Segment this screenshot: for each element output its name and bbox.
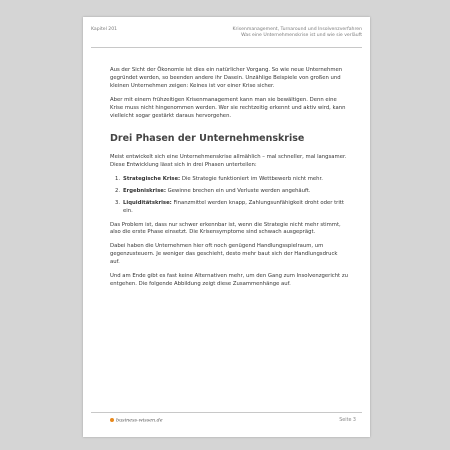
logo-dot-icon (110, 418, 114, 422)
body-paragraph-5: Und am Ende gibt es fast keine Alternativen mehr, um den Gang zum Insolvenzgericht zu entgehen. Die folgende Abbildung zeigt diese Zusammenhänge auf. (110, 273, 348, 288)
list-item (110, 176, 348, 184)
header-title-line2: Was eine Unternehmenskrise ist und wie sie verläuft (241, 32, 362, 38)
list-item-number: 2. (115, 187, 121, 194)
list-item (110, 200, 348, 216)
brand-logo (110, 418, 163, 424)
intro-paragraph-2: Aber mit einem frühzeitigen Krisenmanagement kann man sie bewältigen. Denn eine Krise muss nicht hingenommen werden. Wer sie rechtzeitig erkennt und aktiv wird, kann vielleicht sogar gestärkt daraus hervorgehen. (110, 96, 346, 119)
intro-paragraph-1: Aus der Sicht der Ökonomie ist dies ein natürlicher Vorgang. So wie neue Unternehmen gegründet werden, so beenden andere ihr Dasein. Unzählige Beispiele von großen und kleinen Unternehmen zeigen: Keines ist vor einer Krise sicher. (110, 67, 343, 89)
list-item-term: Liquiditätskrise: (123, 199, 172, 206)
brand-logo-text: business-wissen.de (116, 418, 163, 424)
section-heading: Drei Phasen der Unternehmenskrise (110, 132, 305, 144)
page-body (110, 67, 348, 295)
header-title (233, 27, 362, 38)
list-item-number: 1. (115, 175, 121, 182)
section-lead-paragraph: Meist entwickelt sich eine Unternehmenskrise allmählich – mal schneller, mal langsamer. Diese Entwicklung lässt sich in drei Phasen unterteilen: (110, 153, 347, 168)
phase-list (110, 176, 348, 216)
list-item-term: Strategische Krise: (123, 175, 181, 182)
page-number: Seite 3 (339, 418, 356, 423)
page-header (91, 25, 362, 48)
list-item-text: Finanzmittel werden knapp, Zahlungsunfähigkeit droht oder tritt ein. (123, 199, 344, 214)
document-page (83, 17, 370, 437)
list-item-text: Gewinne brechen ein und Verluste werden angehäuft. (165, 187, 311, 194)
list-item (110, 188, 348, 196)
header-title-line1: Krisenmanagement, Turnaround und Insolvenzverfahren (232, 27, 362, 32)
list-item-term: Ergebniskrise: (123, 187, 166, 194)
chapter-label: Kapitel 201 (91, 27, 118, 32)
list-item-number: 3. (115, 199, 121, 206)
body-paragraph-4: Dabei haben die Unternehmen hier oft noch genügend Handlungsspielraum, um gegenzusteuern. Je weniger das geschieht, desto mehr baut sich der Handlungsdruck auf. (110, 243, 338, 266)
list-item-text: Die Strategie funktioniert im Wettbewerb nicht mehr. (180, 175, 323, 182)
body-paragraph-3: Das Problem ist, dass nur schwer erkennbar ist, wenn die Strategie nicht mehr stimmt, also die erste Phase einsetzt. Die Krisensymptome sind schwach ausgeprägt. (110, 221, 341, 236)
page-footer (91, 412, 362, 427)
